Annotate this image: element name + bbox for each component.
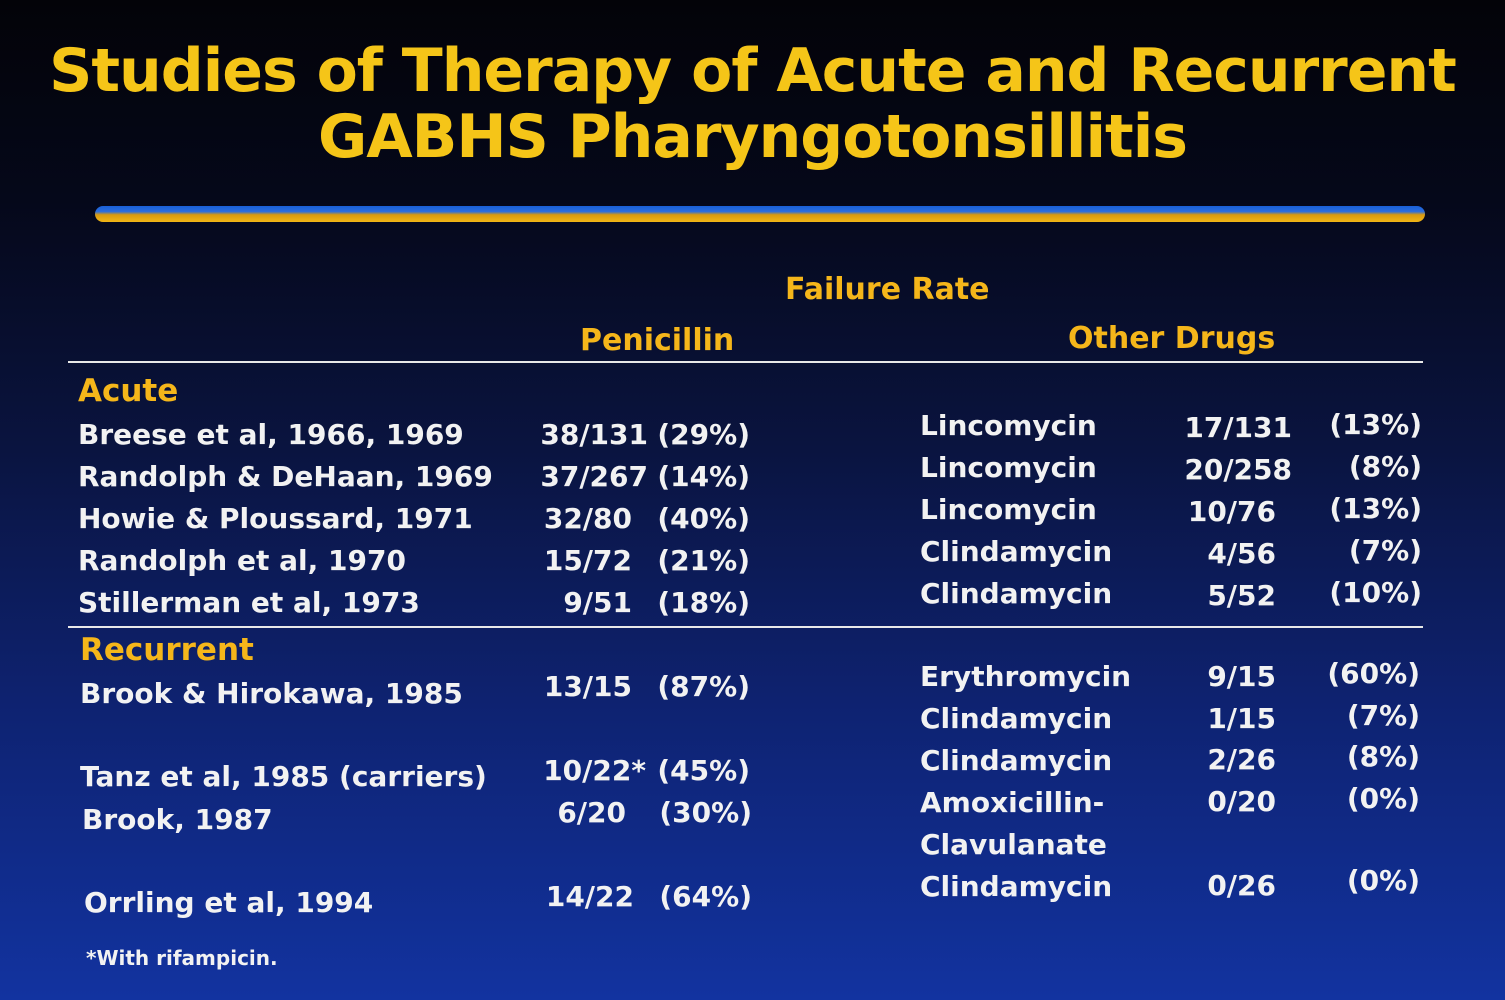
acute-drug-pct: (10%) <box>1329 576 1422 609</box>
recurrent-drug-pct: (8%) <box>1346 740 1420 773</box>
acute-pen-pct: (18%) <box>657 586 750 619</box>
acute-drug: Clindamycin <box>920 577 1113 610</box>
section-rule <box>68 626 1423 628</box>
acute-drug: Clindamycin <box>920 535 1113 568</box>
recurrent-drug-pct: (7%) <box>1346 699 1420 732</box>
acute-pen-count: 9/51 <box>563 586 632 619</box>
acute-drug-pct: (8%) <box>1348 450 1422 483</box>
penicillin-header: Penicillin <box>580 323 735 358</box>
recurrent-pen-count: 6/20 <box>557 796 626 829</box>
recurrent-pen-count: 10/22* <box>543 754 646 787</box>
acute-pen-pct: (21%) <box>657 544 750 577</box>
acute-pen-pct: (14%) <box>657 460 750 493</box>
acute-pen-count: 32/80 <box>543 502 632 535</box>
acute-pen-pct: (29%) <box>657 418 750 451</box>
recurrent-drug-count: 9/15 <box>1207 660 1276 693</box>
recurrent-pen-count: 13/15 <box>543 670 632 703</box>
acute-drug-count: 5/52 <box>1207 579 1276 612</box>
acute-pen-count: 37/267 <box>540 460 648 493</box>
acute-pen-pct: (40%) <box>657 502 750 535</box>
recurrent-study: Tanz et al, 1985 (carriers) <box>80 760 487 793</box>
other-drugs-header: Other Drugs <box>1068 321 1276 356</box>
acute-drug-count: 10/76 <box>1187 495 1276 528</box>
acute-pen-count: 15/72 <box>543 544 632 577</box>
recurrent-pen-pct: (64%) <box>659 880 752 913</box>
recurrent-drug: Clindamycin <box>920 744 1113 777</box>
recurrent-pen-count: 14/22 <box>545 880 634 913</box>
header-rule <box>68 361 1423 363</box>
acute-study: Randolph & DeHaan, 1969 <box>78 460 493 493</box>
recurrent-drug-count: 0/26 <box>1207 869 1276 902</box>
recurrent-pen-pct: (45%) <box>657 754 750 787</box>
acute-drug-pct: (7%) <box>1348 534 1422 567</box>
section-recurrent: Recurrent <box>80 632 254 668</box>
recurrent-drug: Amoxicillin- <box>920 786 1105 819</box>
recurrent-study: Brook & Hirokawa, 1985 <box>80 677 463 710</box>
acute-drug-count: 20/258 <box>1184 453 1292 486</box>
recurrent-study: Orrling et al, 1994 <box>84 886 374 919</box>
recurrent-drug-count: 0/20 <box>1207 785 1276 818</box>
title-accent-bar <box>95 206 1425 222</box>
recurrent-drug-count: 1/15 <box>1207 702 1276 735</box>
failure-rate-header: Failure Rate <box>785 272 990 307</box>
recurrent-drug: Clavulanate <box>920 828 1107 861</box>
acute-drug-pct: (13%) <box>1329 492 1422 525</box>
recurrent-pen-pct: (30%) <box>659 796 752 829</box>
acute-study: Stillerman et al, 1973 <box>78 586 420 619</box>
acute-study: Breese et al, 1966, 1969 <box>78 418 464 451</box>
title-line-1: Studies of Therapy of Acute and Recurrent <box>49 36 1456 106</box>
recurrent-drug-pct: (60%) <box>1327 657 1420 690</box>
title-line-2: GABHS Pharyngotonsillitis <box>317 102 1188 172</box>
slide-title <box>0 38 1505 170</box>
acute-drug: Lincomycin <box>920 451 1097 484</box>
section-acute: Acute <box>78 373 179 409</box>
acute-pen-count: 38/131 <box>540 418 648 451</box>
acute-drug: Lincomycin <box>920 409 1097 442</box>
recurrent-drug-count: 2/26 <box>1207 743 1276 776</box>
recurrent-study: Brook, 1987 <box>82 803 273 836</box>
acute-drug: Lincomycin <box>920 493 1097 526</box>
acute-drug-count: 17/131 <box>1184 411 1292 444</box>
recurrent-drug: Clindamycin <box>920 870 1113 903</box>
recurrent-drug-pct: (0%) <box>1346 864 1420 897</box>
acute-drug-count: 4/56 <box>1207 537 1276 570</box>
footnote: *With rifampicin. <box>86 946 278 970</box>
acute-drug-pct: (13%) <box>1329 408 1422 441</box>
recurrent-drug: Clindamycin <box>920 702 1113 735</box>
recurrent-pen-pct: (87%) <box>657 670 750 703</box>
recurrent-drug-pct: (0%) <box>1346 782 1420 815</box>
acute-study: Randolph et al, 1970 <box>78 544 406 577</box>
recurrent-drug: Erythromycin <box>920 660 1132 693</box>
acute-study: Howie & Ploussard, 1971 <box>78 502 473 535</box>
